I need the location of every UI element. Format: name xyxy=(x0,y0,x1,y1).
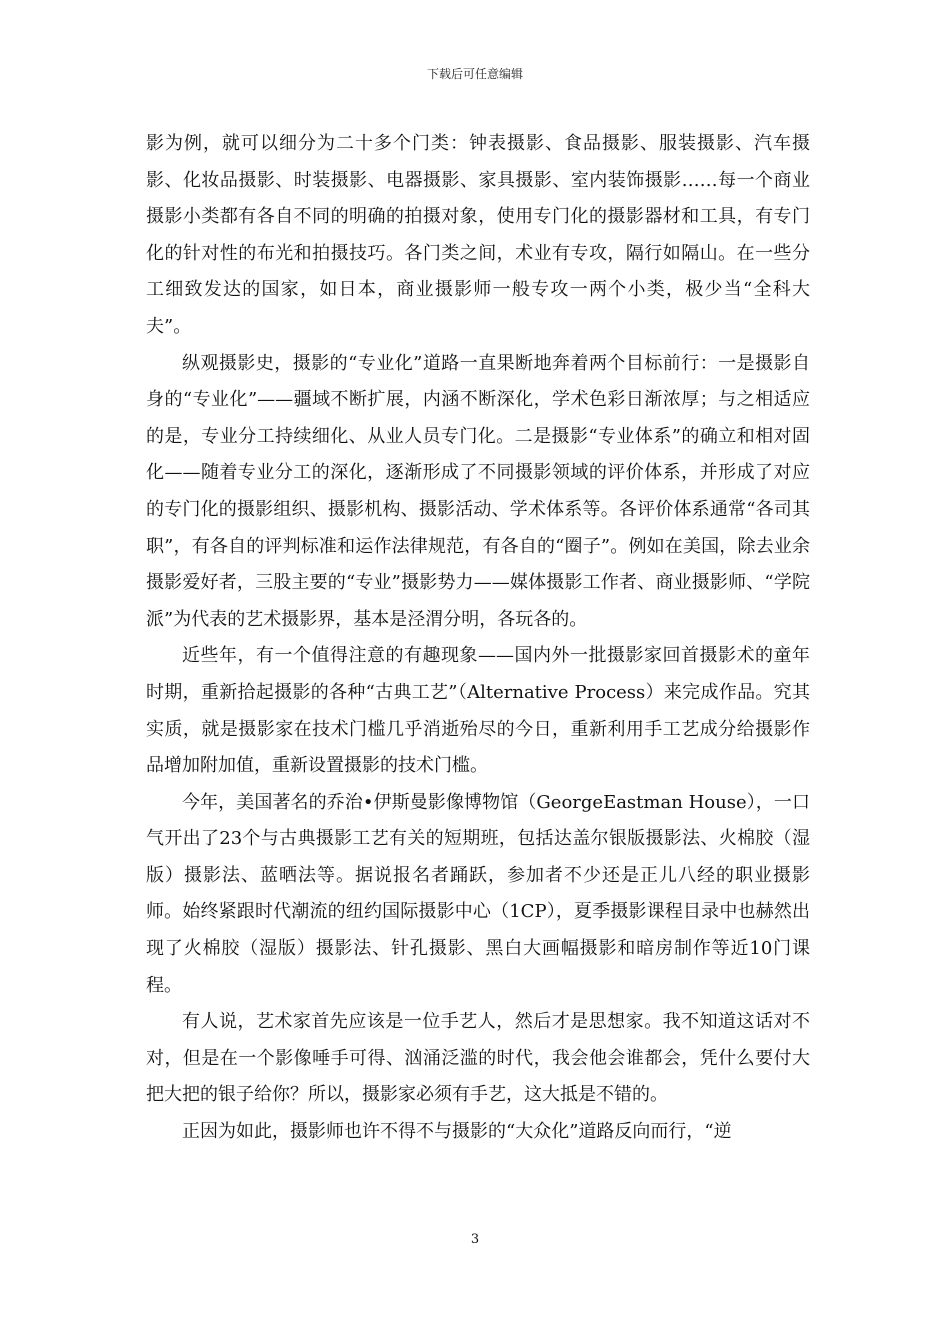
paragraph-3: 近些年，有一个值得注意的有趣现象——国内外一批摄影家回首摄影术的童年时期，重新拾起摄影的各种“古典工艺”（Alternative Process）来完成作品。究其实质，就是摄影家在技术门槛几乎消逝殆尽的今日，重新利用手工艺成分给摄影作品增加附加值，重新设置摄影的技术门槛。 xyxy=(146,645,810,777)
document-body xyxy=(146,126,810,1151)
paragraph-5: 有人说，艺术家首先应该是一位手艺人，然后才是思想家。我不知道这话对不对，但是在一个影像唾手可得、汹涌泛滥的时代，我会他会谁都会，凭什么要付大把大把的银子给你？所以，摄影家必须有手艺，这大抵是不错的。 xyxy=(146,1011,810,1106)
page-number: 3 xyxy=(470,1232,480,1247)
paragraph-1: 影为例，就可以细分为二十多个门类：钟表摄影、食品摄影、服装摄影、汽车摄影、化妆品摄影、时装摄影、电器摄影、家具摄影、室内装饰摄影……每一个商业摄影小类都有各自不同的明确的拍摄对象，使用专门化的摄影器材和工具，有专门化的针对性的布光和拍摄技巧。各门类之间，术业有专攻，隔行如隔山。在一些分工细致发达的国家，如日本，商业摄影师一般专攻一两个小类，极少当“全科大夫”。 xyxy=(146,133,810,337)
page-header: 下载后可任意编辑 xyxy=(426,67,523,81)
paragraph-4: 今年，美国著名的乔治•伊斯曼影像博物馆（GeorgeEastman House），一口气开出了23个与古典摄影工艺有关的短期班，包括达盖尔银版摄影法、火棉胶（湿版）摄影法、蓝晒法等。据说报名者踊跃，参加者不少还是正儿八经的职业摄影师。始终紧跟时代潮流的纽约国际摄影中心（1CP），夏季摄影课程目录中也赫然出现了火棉胶（湿版）摄影法、针孔摄影、黑白大画幅摄影和暗房制作等近10门课程。 xyxy=(146,791,810,996)
paragraph-6: 正因为如此，摄影师也许不得不与摄影的“大众化”道路反向而行，“逆 xyxy=(182,1121,732,1143)
paragraph-2: 纵观摄影史，摄影的“专业化”道路一直果断地奔着两个目标前行：一是摄影自身的“专业化”——疆域不断扩展，内涵不断深化，学术色彩日渐浓厚；与之相适应的是，专业分工持续细化、从业人员专门化。二是摄影“专业体系”的确立和相对固化——随着专业分工的深化，逐渐形成了不同摄影领域的评价体系，并形成了对应的专门化的摄影组织、摄影机构、摄影活动、学术体系等。各评价体系通常“各司其职”，有各自的评判标准和运作法律规范，有各自的“圈子”。例如在美国，除去业余摄影爱好者，三股主要的“专业”摄影势力——媒体摄影工作者、商业摄影师、“学院派”为代表的艺术摄影界，基本是泾渭分明，各玩各的。 xyxy=(146,352,810,630)
